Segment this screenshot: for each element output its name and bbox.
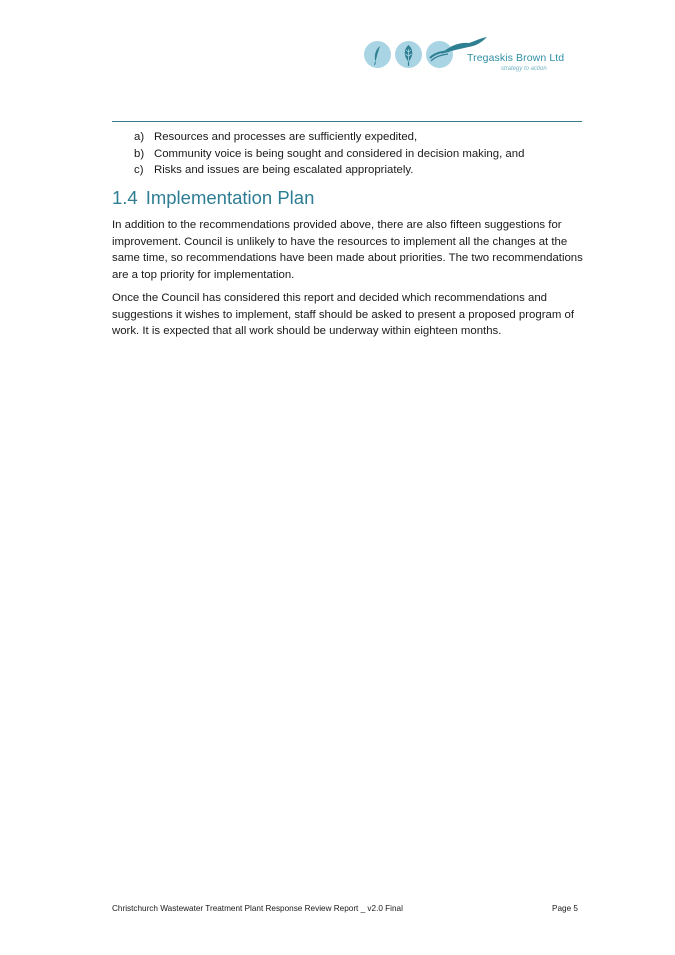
list-item — [112, 146, 582, 163]
logo-tagline: strategy to action — [501, 66, 547, 72]
section-heading — [112, 187, 314, 209]
section-number: 1.4 — [112, 187, 138, 208]
leaf-icon — [395, 41, 422, 68]
list-marker: b) — [134, 147, 145, 160]
list-item-text: Risks and issues are being escalated appropriately. — [154, 164, 414, 176]
list-item-text: Community voice is being sought and considered in decision making, and — [154, 147, 525, 160]
paragraph: In addition to the recommendations provided above, there are also fifteen suggestions for improvement. Council is unlikely to have the resources to implement all the changes at the same time, so recommendations have been made about priorities. The two recommendations are a top priority for implementation. — [112, 219, 583, 281]
list-item — [112, 162, 582, 179]
header-divider — [112, 121, 582, 122]
paragraph: Once the Council has considered this report and decided which recommendations and suggestions it wishes to implement, staff should be asked to present a proposed program of work. It is expected that all work should be underway within eighteen months. — [112, 292, 575, 338]
section-title: Implementation Plan — [145, 187, 315, 208]
list-item — [112, 129, 582, 146]
list-marker: a) — [134, 131, 145, 143]
list-item-text: Resources and processes are sufficiently expedited, — [154, 131, 418, 143]
footer-document-title: Christchurch Wastewater Treatment Plant Response Review Report _ v2.0 Final — [112, 904, 403, 913]
footer-page-number: Page 5 — [552, 904, 578, 913]
lettered-list — [112, 129, 582, 179]
logo-name: Tregaskis Brown Ltd — [467, 52, 565, 64]
list-marker: c) — [134, 164, 144, 176]
company-logo — [364, 38, 564, 78]
feather-icon — [364, 41, 391, 68]
